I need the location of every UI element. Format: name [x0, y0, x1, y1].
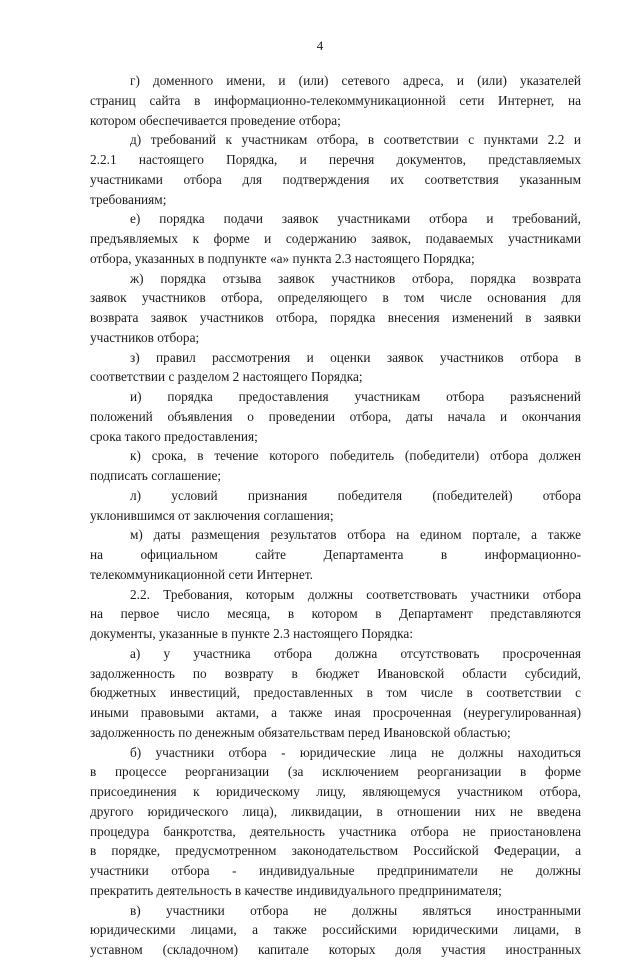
text-line: в порядке, предусмотренном законодательством Российской Федерации, а: [90, 843, 581, 859]
paragraph-first-line: в) участники отбора не должны являться иностранными: [130, 902, 581, 918]
paragraph-first-line: з) правил рассмотрения и оценки заявок участников отбора в: [130, 349, 581, 365]
text-line: бюджетных инвестиций, предоставленных в том числе в соответствии с: [90, 685, 581, 701]
paragraph-first-line: и) порядка предоставления участникам отбора разъяснений: [130, 389, 581, 404]
text-line: отбора, указанных в подпункте «а» пункта 2.3 настоящего Порядка;: [90, 250, 475, 266]
text-line: юридическими лицами, а также российскими юридическими лицами, в: [90, 922, 581, 938]
text-line: иными правовыми актами, а также иная просроченная (неурегулированная): [90, 705, 581, 720]
text-line: соответствии с разделом 2 настоящего Порядка;: [90, 369, 363, 385]
paragraph-first-line: е) порядка подачи заявок участниками отбора и требований,: [130, 211, 581, 227]
page-number: 4: [316, 38, 324, 53]
paragraph-first-line: д) требований к участникам отбора, в соответствии с пунктами 2.2 и: [130, 132, 581, 148]
text-line: процедура банкротства, деятельность участника отбора не приостановлена: [90, 823, 581, 839]
paragraph-first-line: 2.2. Требования, которым должны соответствовать участники отбора: [130, 586, 581, 602]
text-line: требованиям;: [90, 191, 167, 207]
text-line: положений объявления о проведении отбора, даты начала и окончания: [90, 408, 581, 424]
paragraph-first-line: б) участники отбора - юридические лица не должны находиться: [130, 744, 581, 760]
text-line: подписать соглашение;: [90, 468, 222, 483]
text-line: участники отбора - индивидуальные предприниматели не должны: [90, 863, 581, 878]
paragraph-first-line: г) доменного имени, и (или) сетевого адреса, и (или) указателей: [130, 73, 581, 88]
paragraph-first-line: к) срока, в течение которого победитель (победители) отбора должен: [130, 448, 581, 464]
paragraph-first-line: м) даты размещения результатов отбора на едином портале, а также: [130, 527, 581, 543]
text-line: 2.2.1 настоящего Порядка, и перечня документов, представляемых: [90, 152, 581, 167]
text-line: уставном (складочном) капитале которых доля участия иностранных: [90, 942, 581, 957]
text-line: присоединения к юридическому лицу, являющемуся участником отбора,: [90, 784, 581, 799]
text-line: на первое число месяца, в котором в Департамент представляются: [90, 606, 581, 622]
text-line: задолженность по денежным обязательствам перед Ивановской областью;: [90, 724, 511, 740]
text-line: котором обеспечивается проведение отбора;: [90, 112, 341, 128]
paragraph-first-line: а) у участника отбора должна отсутствовать просроченная: [130, 645, 581, 661]
text-line: прекратить деятельность в качестве индивидуального предпринимателя;: [90, 882, 502, 898]
text-line: возврата заявок участников отбора, порядка внесения изменений в заявки: [90, 310, 581, 325]
text-line: участников отбора;: [90, 329, 200, 345]
text-line: участниками отбора для подтверждения их соответствия указанным: [90, 171, 581, 187]
text-line: страниц сайта в информационно-телекоммуникационной сети Интернет, на: [90, 92, 581, 108]
text-line: заявок участников отбора, определяющего в том числе основания для: [90, 290, 581, 306]
paragraph-first-line: л) условий признания победителя (победителей) отбора: [130, 487, 581, 503]
text-line: в процессе реорганизации (за исключением реорганизации в форме: [90, 764, 581, 780]
paragraph-first-line: ж) порядка отзыва заявок участников отбора, порядка возврата: [130, 270, 581, 286]
text-line: уклонившимся от заключения соглашения;: [90, 507, 334, 523]
document-body-text: [90, 71, 581, 960]
text-line: срока такого предоставления;: [90, 428, 258, 444]
text-line: другого юридического лица), ликвидации, в отношении них не введена: [90, 803, 581, 819]
text-line: документы, указанные в пункте 2.3 настоящего Порядка:: [90, 626, 414, 641]
text-line: предъявляемых к форме и содержанию заявок, подаваемых участниками: [90, 231, 581, 246]
text-line: телекоммуникационной сети Интернет.: [90, 566, 313, 582]
text-line: на официальном сайте Департамента в информационно-: [90, 547, 581, 562]
text-line: задолженность по возврату в бюджет Ивановской области субсидий,: [90, 665, 581, 681]
